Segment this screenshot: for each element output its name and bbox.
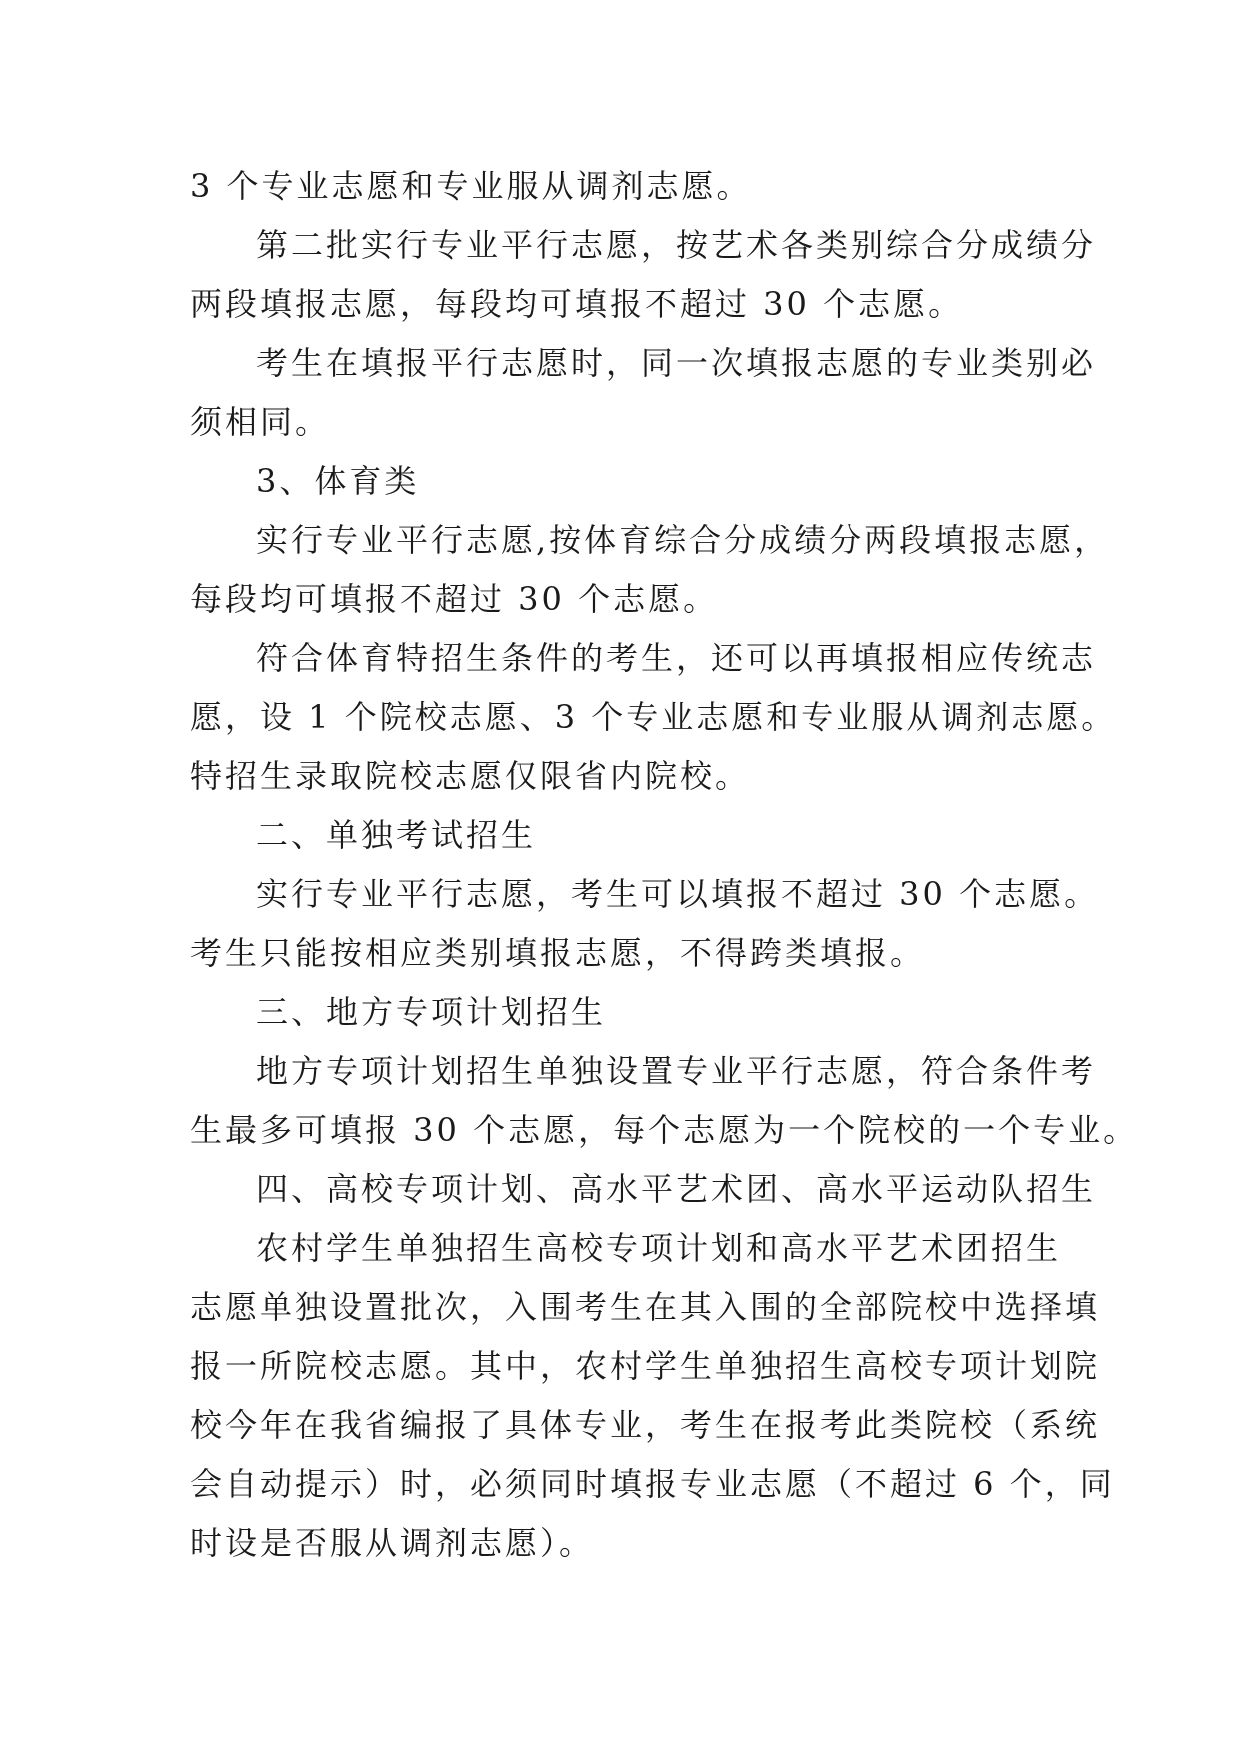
text-line: 每段均可填报不超过 30 个志愿。: [190, 580, 719, 618]
document-body: [190, 157, 1139, 1573]
text-line: 报一所院校志愿。其中，农村学生单独招生高校专项计划院: [190, 1347, 1101, 1385]
text-line: 考生只能按相应类别填报志愿，不得跨类填报。: [190, 934, 926, 972]
text-line: 生最多可填报 30 个志愿，每个志愿为一个院校的一个专业。: [190, 1111, 1139, 1149]
paragraph-special-sports-line: 符合体育特招生条件的考生，还可以再填报相应传统志: [256, 639, 1097, 677]
paragraph-same-category-line: 考生在填报平行志愿时，同一次填报志愿的专业类别必: [256, 344, 1097, 382]
paragraph-sports-line: 实行专业平行志愿,按体育综合分成绩分两段填报志愿，: [256, 521, 1110, 559]
text-line: 须相同。: [190, 403, 331, 441]
heading-university-special-plan: 四、高校专项计划、高水平艺术团、高水平运动队招生: [256, 1170, 1097, 1208]
heading-local-special-plan: 三、地方专项计划招生: [256, 993, 607, 1031]
text-line: 志愿单独设置批次，入围考生在其入围的全部院校中选择填: [190, 1288, 1101, 1326]
text-line: 两段填报志愿，每段均可填报不超过 30 个志愿。: [190, 285, 964, 323]
paragraph-independent-exam-line: 实行专业平行志愿，考生可以填报不超过 30 个志愿。: [256, 875, 1100, 913]
text-line: 会自动提示）时，必须同时填报专业志愿（不超过 6 个，同: [190, 1465, 1115, 1503]
heading-sports-category: 3、体育类: [256, 462, 420, 500]
paragraph-local-special-plan-line: 地方专项计划招生单独设置专业平行志愿，符合条件考: [256, 1052, 1097, 1090]
text-line: 时设是否服从调剂志愿）。: [190, 1524, 595, 1562]
text-line: 校今年在我省编报了具体专业，考生在报考此类院校（系统: [190, 1406, 1101, 1444]
paragraph-rural-students-line: 农村学生单独招生高校专项计划和高水平艺术团招生: [256, 1229, 1062, 1267]
text-line: 特招生录取院校志愿仅限省内院校。: [190, 757, 751, 795]
paragraph-second-batch-line: 第二批实行专业平行志愿，按艺术各类别综合分成绩分: [256, 226, 1097, 264]
text-line: 愿，设 1 个院校志愿、3 个专业志愿和专业服从调剂志愿。: [190, 698, 1117, 736]
text-line: 3 个专业志愿和专业服从调剂志愿。: [190, 167, 752, 205]
heading-independent-exam: 二、单独考试招生: [256, 816, 537, 854]
